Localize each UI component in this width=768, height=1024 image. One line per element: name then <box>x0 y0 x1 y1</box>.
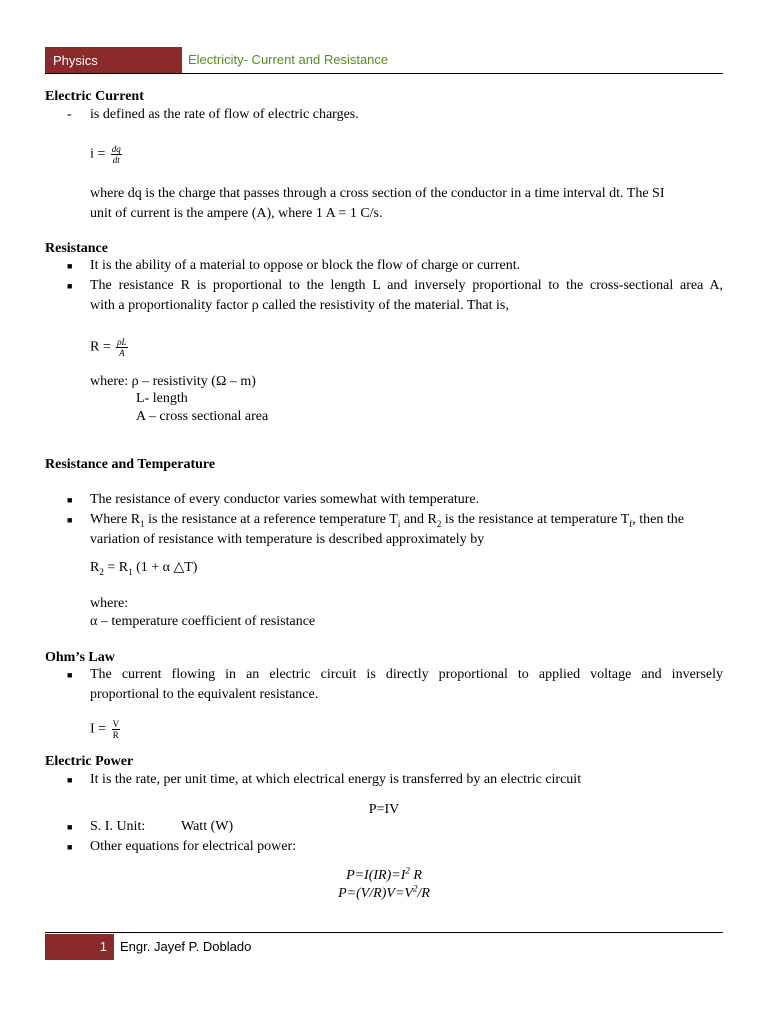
temp-sub: f <box>629 518 633 529</box>
resistance-eq-fraction <box>116 337 127 358</box>
temperature-equation <box>90 559 197 577</box>
section-heading-ohm: Ohm’s Law <box>45 650 115 665</box>
temp-eq-sub: 2 <box>99 566 104 577</box>
footer-page-tab <box>45 934 114 960</box>
dash-bullet: - <box>67 107 72 122</box>
resistance-where-2: L- length <box>136 391 188 406</box>
temp-eq-part: (1 + α △T) <box>132 560 198 575</box>
power-equation-main: P=IV <box>368 802 400 817</box>
current-where-line1: where dq is the charge that passes through a cross section of the conductor in a time interval dt. The SI <box>90 186 665 201</box>
power-eq1-part: R <box>409 868 422 883</box>
header-rule <box>45 73 723 74</box>
ohm-equation <box>90 719 120 740</box>
section-heading-current: Electric Current <box>45 89 144 104</box>
header-title: Electricity- Current and Resistance <box>188 52 389 67</box>
temp-sub: 2 <box>436 518 442 529</box>
header-subject-tab <box>45 47 182 74</box>
current-definition: is defined as the rate of flow of electric charges. <box>90 107 359 122</box>
resistance-where-1: where: ρ – resistivity (Ω – m) <box>90 374 256 389</box>
ohm-eq-numerator: V <box>112 719 120 729</box>
temp-text: , then the <box>632 512 684 527</box>
square-bullet: ■ <box>67 261 73 271</box>
resistance-eq-numerator: ρL <box>117 337 127 347</box>
current-eq-lhs: i = <box>90 146 106 162</box>
power-si-label: S. I. Unit: <box>90 819 146 834</box>
current-equation <box>90 144 122 165</box>
header-subject: Physics <box>53 53 98 68</box>
power-eq2-part: P=(V/R)V=V <box>338 886 413 901</box>
power-bullet-3: Other equations for electrical power: <box>90 839 297 854</box>
temp-sub: 1 <box>140 518 145 529</box>
resistance-eq-lhs: R = <box>90 339 111 355</box>
footer-author: Engr. Jayef P. Doblado <box>120 939 252 954</box>
ohm-eq-denominator: R <box>112 730 119 740</box>
section-heading-resistance: Resistance <box>45 241 108 256</box>
temp-text: and R <box>400 512 437 527</box>
temp-sub: i <box>397 518 401 529</box>
temperature-bullet-1: The resistance of every conductor varies somewhat with temperature. <box>90 492 480 507</box>
ohm-bullet-line1: The current flowing in an electric circuit is directly proportional to applied voltage and inversely <box>90 667 723 682</box>
resistance-bullet-2-line2: with a proportionality factor ρ called the resistivity of the material. That is, <box>90 298 509 313</box>
current-eq-fraction <box>111 144 122 165</box>
current-eq-numerator: dq <box>111 144 121 154</box>
square-bullet: ■ <box>67 281 73 291</box>
temperature-bullet-2-line2: variation of resistance with temperature is described approximately by <box>90 532 485 547</box>
power-si-value: Watt (W) <box>181 819 234 834</box>
temp-eq-sub: 1 <box>128 566 133 577</box>
section-heading-temperature: Resistance and Temperature <box>45 457 216 472</box>
power-eq2-part: /R <box>417 886 430 901</box>
temp-text: is the resistance at a reference temperature T <box>144 512 398 527</box>
temp-eq-part: = R <box>103 560 129 575</box>
square-bullet: ■ <box>67 495 73 505</box>
resistance-bullet-2-line1: The resistance R is proportional to the length L and inversely proportional to the cross-sectional area A, <box>90 278 723 293</box>
temp-eq-part: R <box>90 560 100 575</box>
temperature-where: where: <box>90 596 129 611</box>
current-where-line2: unit of current is the ampere (A), where 1 A = 1 C/s. <box>90 206 383 221</box>
temp-text: is the resistance at temperature T <box>441 512 630 527</box>
ohm-bullet-line2: proportional to the equivalent resistance. <box>90 687 319 702</box>
temperature-alpha: α – temperature coefficient of resistance <box>90 614 316 629</box>
power-equation-1 <box>0 867 768 885</box>
current-eq-denominator: dt <box>112 155 120 165</box>
square-bullet: ■ <box>67 670 73 680</box>
section-heading-power: Electric Power <box>45 754 134 769</box>
power-eq2-sup: 2 <box>412 883 418 894</box>
resistance-bullet-1: It is the ability of a material to oppose or block the flow of charge or current. <box>90 258 521 273</box>
page-number: 1 <box>99 939 107 954</box>
resistance-eq-denominator: A <box>119 348 125 358</box>
resistance-equation <box>90 337 128 358</box>
ohm-eq-fraction <box>112 719 121 740</box>
resistance-where-3: A – cross sectional area <box>136 409 269 424</box>
ohm-eq-lhs: I = <box>90 721 107 737</box>
square-bullet: ■ <box>67 775 73 785</box>
square-bullet: ■ <box>67 822 73 832</box>
power-bullet-1: It is the rate, per unit time, at which electrical energy is transferred by an electric circuit <box>90 772 582 787</box>
footer-rule <box>45 932 723 933</box>
power-eq1-sup: 2 <box>405 865 410 876</box>
power-equation-2 <box>0 885 768 903</box>
square-bullet: ■ <box>67 842 73 852</box>
square-bullet: ■ <box>67 515 73 525</box>
temperature-bullet-2-line1 <box>90 511 684 529</box>
power-eq1-part: P=I(IR)=I <box>346 868 406 883</box>
temp-text: Where R <box>90 512 141 527</box>
